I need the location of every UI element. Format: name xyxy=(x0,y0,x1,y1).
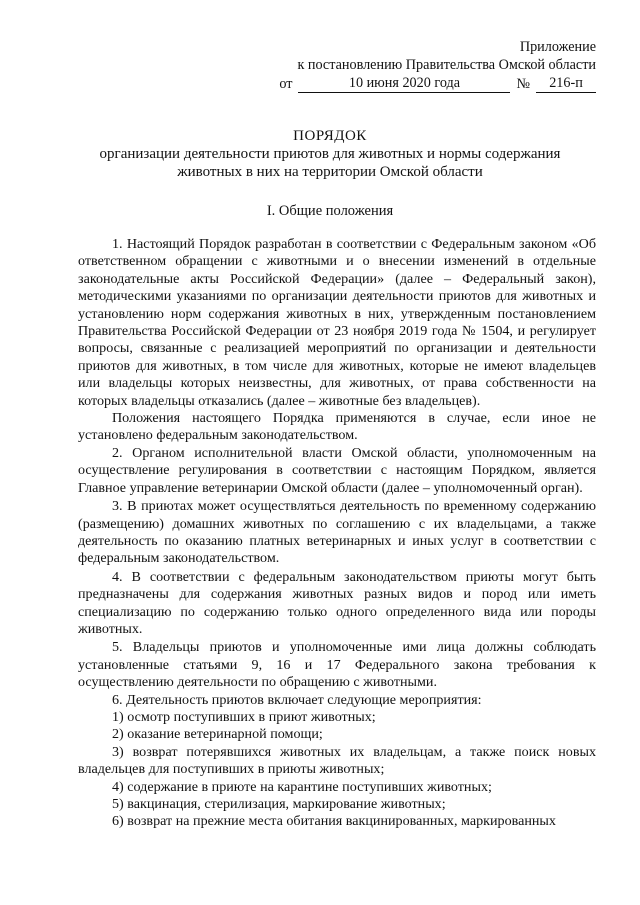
resolution-date: 10 июня 2020 года xyxy=(298,74,510,93)
document-title xyxy=(60,127,600,181)
paragraph-1: 1. Настоящий Порядок разработан в соответствии с Федеральным законом «Об ответственном обращении с животными и о внесении изменений в отдельные законодательные акты Российской Федерации» (далее – Федеральный закон), методическими указаниями по организации деятельности приютов для животных и установлению норм содержания животных в них, утвержденным постановлением Правительства Российской Федерации от 23 ноября 2019 года № 1504, и регулирует вопросы, связанные с реализацией мероприятий по организации и деятельности приютов для животных, в том числе для животных, которые не имеют владельцев или владельцы которых неизвестны, для животных, от права собственности на которых владельцы отказались (далее – животные без владельцев). xyxy=(78,236,596,409)
document-body xyxy=(78,236,596,831)
list-item-2: 2) оказание ветеринарной помощи; xyxy=(112,726,323,743)
from-label: от xyxy=(279,76,293,92)
paragraph-6: 6. Деятельность приютов включает следующие мероприятия: xyxy=(112,691,482,708)
title-sub-line-2: животных в них на территории Омской области xyxy=(177,164,483,180)
list-item-5: 5) вакцинация, стерилизация, маркирование животных; xyxy=(112,796,446,812)
appendix-resolution: к постановлению Правительства Омской области xyxy=(297,57,596,73)
list-item-4: 4) содержание в приюте на карантине поступивших животных; xyxy=(112,778,492,795)
list-item-6: 6) возврат на прежние места обитания вакцинированных, маркированных xyxy=(112,813,556,830)
title-main: ПОРЯДОК xyxy=(293,128,367,144)
paragraph-4: 4. В соответствии с федеральным законодательством приюты могут быть предназначены для содержания животных разных видов и пород или иметь специализацию по содержанию только одного определенного вида или породы животных. xyxy=(78,568,596,637)
appendix-block xyxy=(270,38,596,93)
paragraph-5: 5. Владельцы приютов и уполномоченные ими лица должны соблюдать установленные статьями 9, 16 и 17 Федерального закона требования к осуществлению деятельности по обращению с животными. xyxy=(78,639,596,691)
paragraph-1-note: Положения настоящего Порядка применяются в случае, если иное не установлено федеральным законодательством. xyxy=(78,410,596,444)
title-sub-line-1: организации деятельности приютов для животных и нормы содержания xyxy=(99,146,561,162)
appendix-date-row xyxy=(270,74,596,93)
paragraph-3: 3. В приютах может осуществляться деятельность по временному содержанию (размещению) домашних животных по соглашению с их владельцами, а также деятельность по оказанию платных ветеринарных и иных услуг в соответствии с федеральным законодательством. xyxy=(78,498,596,567)
list-item-1: 1) осмотр поступивших в приют животных; xyxy=(112,708,376,725)
resolution-number: 216-п xyxy=(536,74,596,93)
number-label: № xyxy=(516,76,530,92)
paragraph-2: 2. Органом исполнительной власти Омской области, уполномоченным на осуществление регулирования в соответствии с настоящим Порядком, является Главное управление ветеринарии Омской области (далее – уполномоченный орган). xyxy=(78,444,596,496)
appendix-label: Приложение xyxy=(519,39,596,55)
list-item-3: 3) возврат потерявшихся животных их владельцам, а также поиск новых владельцев для поступивших в приюты животных; xyxy=(78,743,596,778)
section-heading: I. Общие положения xyxy=(266,203,394,219)
